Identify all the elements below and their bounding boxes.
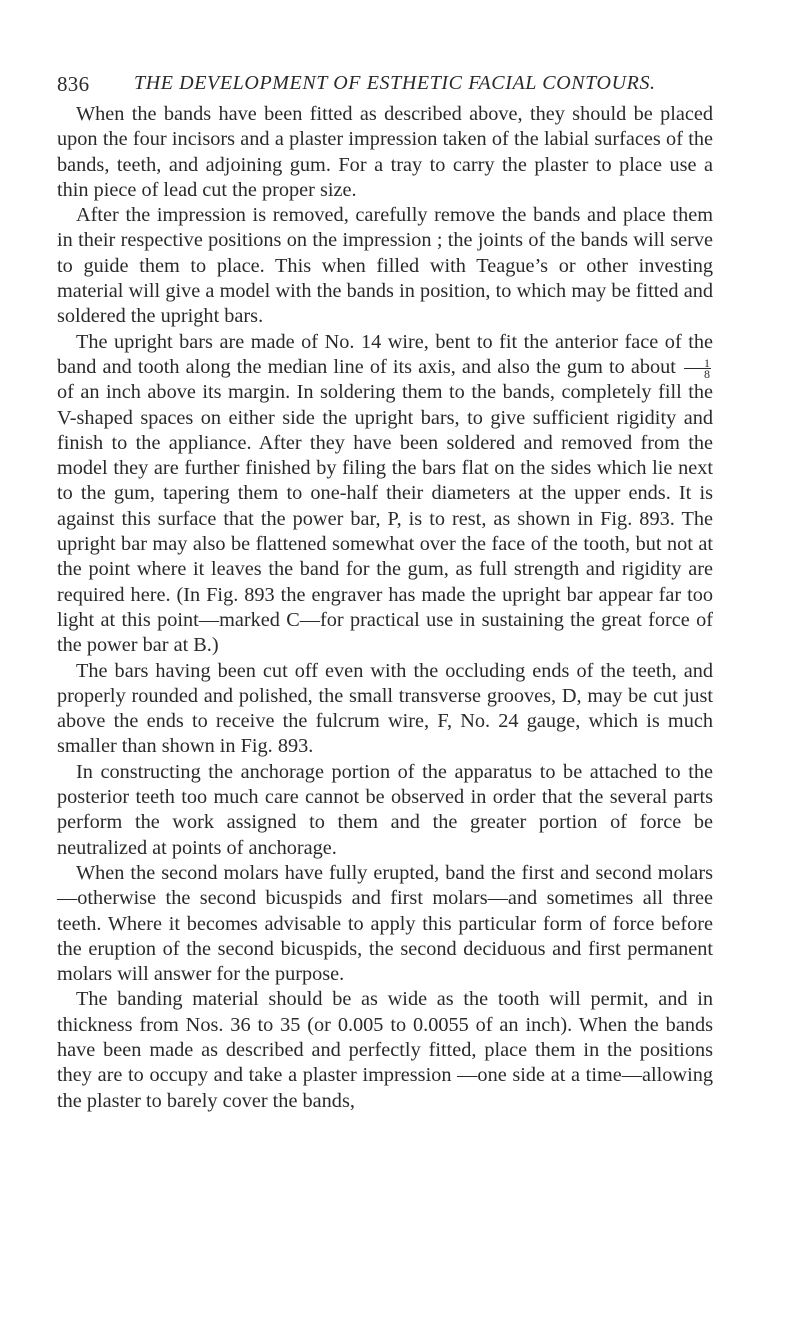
paragraph-4: The bars having been cut off even with the occluding ends of the teeth, and properly rounded and polished, the small transverse grooves, D, may be cut just above the ends to receive the fulcrum wire, F, No. 24 gauge, which is much smaller than shown in Fig. 893. [57,659,713,758]
paragraph-2: After the impression is removed, carefully remove the bands and place them in their respective positions on the impression ; the joints of the bands will serve to guide them to place. This when filled with Teague’s or other investing material will give a model with the bands in position, to which may be fitted and soldered the upright bars. [57,204,713,328]
paragraph-3-text-after: of an inch above its margin. In soldering them to the bands, completely fill the V-shaped spaces on either side the upright bars, to give sufficient rigidity and finish to the appliance. After they have been soldered and removed from the model they are further finished by filing the bars flat on the sides which lie next to the gum, tapering them to one-half their diameters at the upper ends. It is against this surface that the power bar, P, is to rest, as shown in Fig. 893. The upright bar may also be flattened somewhat over the face of the tooth, but not at the point where it leaves the band for the gum, as full strength and rigidity are required here. (In Fig. 893 the engraver has made the upright bar appear far too light at this point—marked C—for practical use in sustaining the great force of the power bar at B.) [57,381,713,657]
running-head [57,68,713,102]
fraction-numerator: 1 [684,358,711,369]
book-page [57,68,713,1114]
running-title: THE DEVELOPMENT OF ESTHETIC FACIAL CONTOURS. [134,72,656,94]
paragraph-5: In constructing the anchorage portion of the apparatus to be attached to the posterior teeth too much care cannot be observed in order that the several parts perform the work assigned to them and the greater portion of force be neutralized at points of anchorage. [57,760,713,859]
paragraph-1: When the bands have been fitted as described above, they should be placed upon the four incisors and a plaster impression taken of the labial surfaces of the bands, teeth, and adjoining gum. For a tray to carry the plaster to place use a thin piece of lead cut the proper size. [57,103,713,201]
paragraph-6: When the second molars have fully erupted, band the first and second molars—otherwise the second bicuspids and first molars—and sometimes all three teeth. Where it becomes advisable to apply this particular form of force before the eruption of the second bicuspids, the second deciduous and first permanent molars will answer for the purpose. [57,861,713,986]
paragraph-7: The banding material should be as wide as the tooth will permit, and in thickness from Nos. 36 to 35 (or 0.005 to 0.0055 of an inch). When the bands have been made as described and perfectly fitted, place them in the positions they are to occupy and take a plaster impression —one side at a time—allowing the plaster to barely cover the bands, [57,988,713,1112]
body-text [57,102,713,1114]
fraction-one-eighth [684,355,711,381]
paragraph-3-text-before: The upright bars are made of No. 14 wire, bent to fit the anterior face of the band and tooth along the median line of its axis, and also the gum to about [57,330,713,378]
fraction-denominator: 8 [703,366,710,381]
page-number: 836 [57,72,90,96]
paragraph-3 [57,330,713,659]
